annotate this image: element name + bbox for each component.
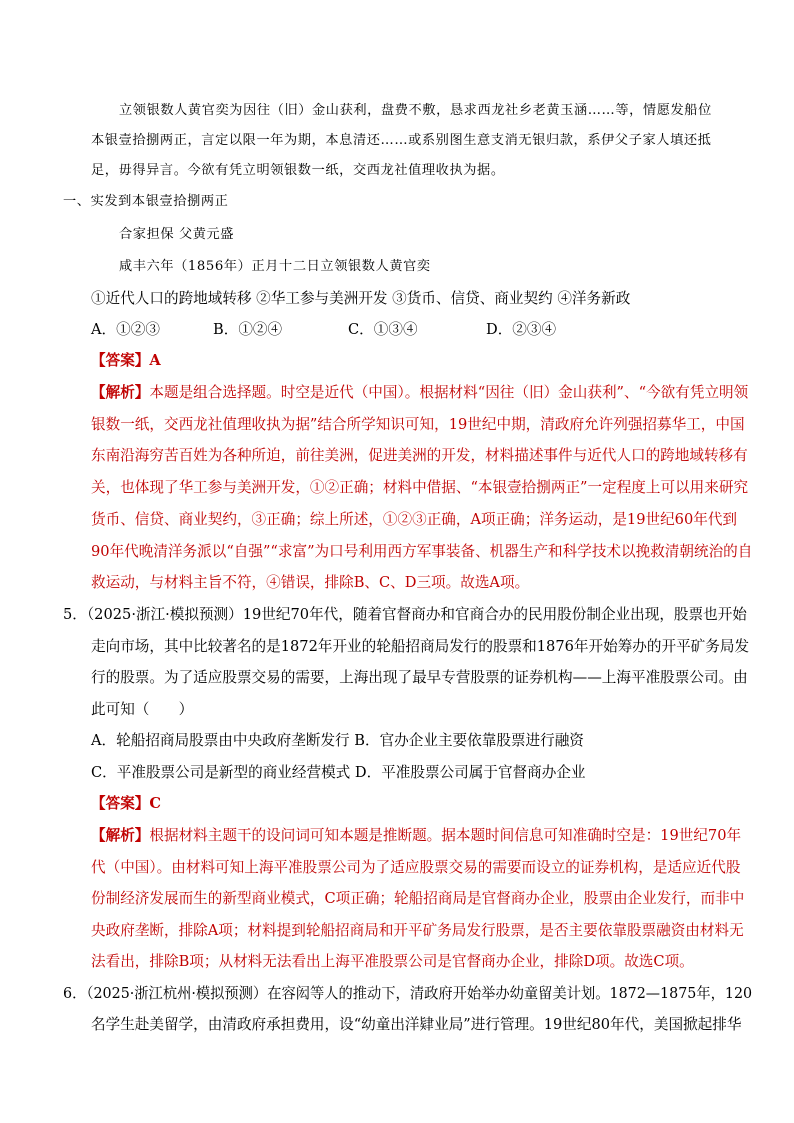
analysis-label: 【解析】 bbox=[91, 384, 150, 401]
material-line: 本银壹拾捌两正，言定以限一年为期，本息清还……或系别图生意支消无银归款，系伊父子家人填还抵 bbox=[91, 133, 712, 148]
q4-option-c: C．①③④ bbox=[348, 321, 418, 338]
q5-answer bbox=[91, 794, 161, 814]
q4-option-d: D．②③④ bbox=[486, 321, 557, 338]
q5-options-line: C．平准股票公司是新型的商业经营模式 D．平准股票公司属于官督商办企业 bbox=[91, 764, 586, 781]
material-guarantor: 合家担保 父黄元盛 bbox=[119, 227, 235, 242]
q4-analysis-line: 关，也体现了华工参与美洲开发，①②正确；材料中借据、“本银壹拾捌两正”一定程度上可以用来研究 bbox=[91, 479, 749, 496]
q4-analysis-line: 90年代晚清洋务派以“自强”“求富”为口号利用西方军事装备、机器生产和科学技术以挽救清朝统治的自 bbox=[91, 543, 753, 560]
answer-value: A bbox=[149, 352, 161, 369]
q6-stem-line: 名学生赴美留学，由清政府承担费用，设“幼童出洋肄业局”进行管理。19世纪80年代，美国掀起排华 bbox=[91, 1016, 742, 1033]
q4-items: ①近代人口的跨地域转移 ②华工参与美洲开发 ③货币、信贷、商业契约 ④洋务新政 bbox=[91, 290, 631, 307]
q5-analysis-line bbox=[91, 826, 741, 846]
q5-options-line: A．轮船招商局股票由中央政府垄断发行 B．官办企业主要依靠股票进行融资 bbox=[91, 732, 584, 749]
q5-analysis-line: 代（中国）。由材料可知上海平准股票公司为了适应股票交易的需要而设立的证券机构，是适应近代股 bbox=[91, 859, 741, 876]
q4-analysis-line: 救运动，与材料主旨不符，④错误，排除B、C、D三项。故选A项。 bbox=[91, 574, 530, 591]
answer-label: 【答案】 bbox=[91, 352, 150, 369]
q4-analysis-line bbox=[91, 383, 748, 403]
q5-analysis-line: 份制经济发展而生的新型商业模式，C项正确；轮船招商局是官督商办企业，股票由企业发行，而非中 bbox=[91, 890, 745, 907]
q5-analysis-line: 央政府垄断，排除A项；材料提到轮船招商局和开平矿务局发行股票，是否主要依靠股票融资由材料无 bbox=[91, 922, 744, 939]
q5-analysis-line: 法看出，排除B项；从材料无法看出上海平准股票公司是官督商办企业，排除D项。故选C项。 bbox=[91, 953, 694, 970]
material-date-line: 咸丰六年（1856年）正月十二日立领银数人黄官奕 bbox=[119, 259, 431, 274]
answer-value: C bbox=[149, 795, 162, 812]
q5-stem-line: 走向市场，其中比较著名的是1872年开业的轮船招商局发行的股票和1876年开始筹办的开平矿务局发 bbox=[91, 638, 750, 655]
q4-option-b: B．①②④ bbox=[213, 321, 283, 338]
q6-stem-line: 6．（2025·浙江杭州·模拟预测）在容闳等人的推动下，清政府开始举办幼童留美计划。1872—1875年，120 bbox=[63, 985, 753, 1002]
analysis-text: 本题是组合选择题。时空是近代（中国）。根据材料“因往（旧）金山获利”、“今欲有凭立明领 bbox=[149, 384, 749, 401]
analysis-text: 根据材料主题干的设问词可知本题是推断题。据本题时间信息可知准确时空是：19世纪70年 bbox=[149, 827, 742, 844]
q5-stem-line: 行的股票。为了适应股票交易的需要，上海出现了最早专营股票的证券机构——上海平准股票公司。由 bbox=[91, 669, 748, 686]
material-line: 足，毋得异言。今欲有凭立明领银数一纸，交西龙社值理收执为据。 bbox=[91, 163, 505, 178]
analysis-label: 【解析】 bbox=[91, 827, 150, 844]
material-line: 立领银数人黄官奕为因往（旧）金山获利，盘费不敷，恳求西龙社乡老黄玉涵……等，情愿发船位 bbox=[119, 103, 712, 118]
answer-label: 【答案】 bbox=[91, 795, 150, 812]
q4-analysis-line: 银数一纸，交西龙社值理收执为据”结合所学知识可知，19世纪中期，清政府允许列强招募华工，中国 bbox=[91, 416, 745, 433]
q5-stem-line: 5．（2025·浙江·模拟预测）19世纪70年代，随着官督商办和官商合办的民用股份制企业出现，股票也开始 bbox=[63, 606, 747, 623]
material-sum-line: 一、实发到本银壹拾捌两正 bbox=[63, 194, 229, 209]
q4-analysis-line: 货币、信贷、商业契约，③正确；综上所述，①②③正确，A项正确；洋务运动，是19世纪60年代到 bbox=[91, 511, 738, 528]
q4-analysis-line: 东南沿海穷苦百姓为各种所迫，前往美洲，促进美洲的开发，材料描述事件与近代人口的跨地域转移有 bbox=[91, 447, 748, 464]
q5-stem-line: 此可知（ ） bbox=[91, 701, 194, 718]
q4-answer bbox=[91, 351, 161, 371]
q4-option-a: A．①②③ bbox=[91, 321, 160, 338]
